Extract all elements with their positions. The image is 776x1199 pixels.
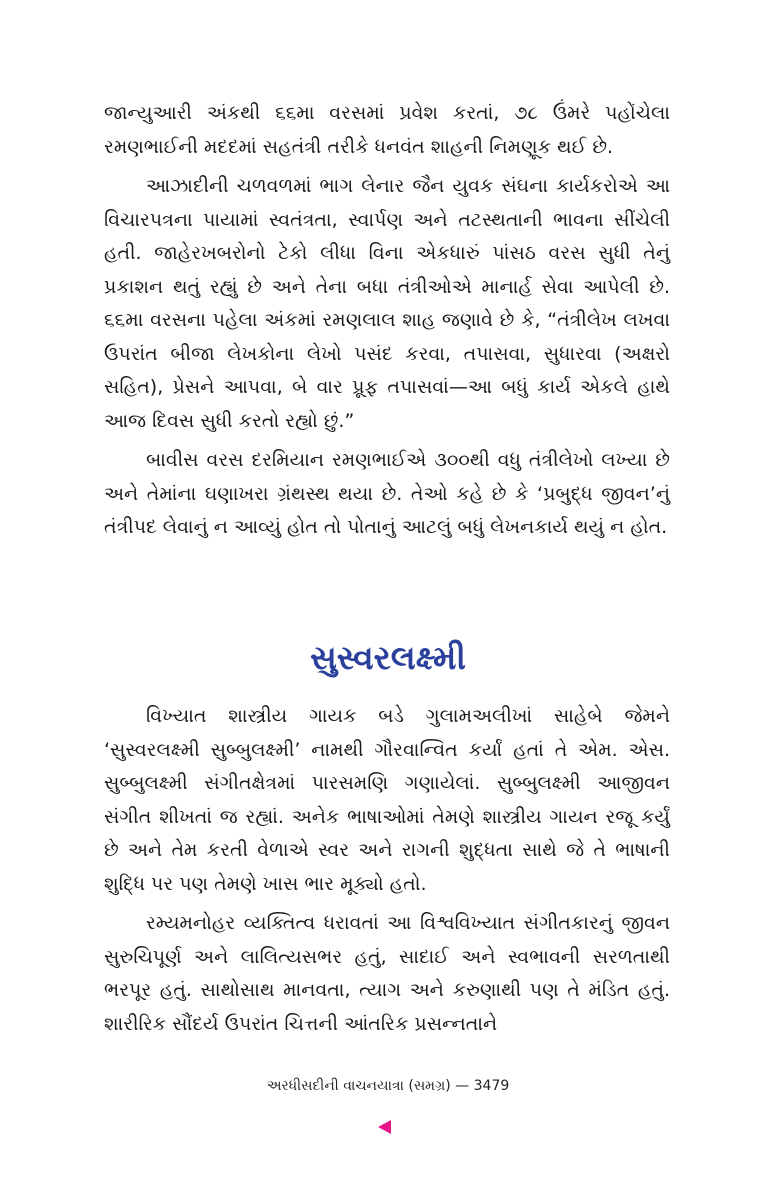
- triangle-left-icon[interactable]: [378, 1120, 391, 1134]
- paragraph-4: વિખ્યાત શાસ્ત્રીય ગાયક બડે ગુલામઅલીખાં સાહેબે જેમને ‘સુસ્વરલક્ષ્મી સુબ્બુલક્ષ્મી’ નામથી ગૌરવાન્વિત કર્યાં હતાં તે એમ. એસ. સુબ્બુલક્ષ્મી સંગીતક્ષેત્રમાં પારસમણિ ગણાયેલાં. સુબ્બુલક્ષ્મી આજીવન સંગીત શીખતાં જ રહ્યાં. અનેક ભાષાઓમાં તેમણે શાસ્ત્રીય ગાયન રજૂ કર્યું છે અને તેમ કરતી વેળાએ સ્વર અને રાગની શુદ્ધતા સાથે જે તે ભાષાની શુદ્ધિ પર પણ તેમણે ખાસ ભાર મૂક્યો હતો.: [104, 705, 670, 895]
- paragraph-5: રમ્યમનોહર વ્યક્તિત્વ ધરાવતાં આ વિશ્વવિખ્યાત સંગીતકારનું જીવન સુરુચિપૂર્ણ અને લાલિત્યસભર હતું, સાદાઈ અને સ્વભાવની સરળતાથી ભરપૂર હતું. સાથોસાથ માનવતા, ત્યાગ અને કરુણાથી પણ તે મંડિત હતું. શારીરિક સૌંદર્ય ઉપરાંત ચિત્તની આંતરિક પ્રસન્નતાને: [104, 912, 670, 1035]
- section-1-text: [104, 97, 670, 551]
- page-footer: અરધીસદીની વાચનયાત્રા (સમગ્ર) — 3479: [266, 1078, 510, 1094]
- paragraph-2: આઝાદીની ચળવળમાં ભાગ લેનાર જૈન યુવક સંઘના કાર્યકરોએ આ વિચારપત્રના પાયામાં સ્વતંત્રતા, સ્વાર્પણ અને તટસ્થતાની ભાવના સીંચેલી હતી. જાહેરખબરોનો ટેકો લીધા વિના એકધારું પાંસઠ વરસ સુધી તેનું પ્રકાશન થતું રહ્યું છે અને તેના બધા તંત્રીઓએ માનાર્હ સેવા આપેલી છે. ૬૬મા વરસના પહેલા અંકમાં રમણલાલ શાહ જણાવે છે કે, “તંત્રીલેખ લખવા ઉપરાંત બીજા લેખકોના લેખો પસંદ કરવા, તપાસવા, સુધારવા (અક્ષરો સહિત), પ્રેસને આપવા, બે વાર પ્રૂફ તપાસવાં—આ બધું કાર્ય એકલે હાથે આજ દિવસ સુધી કરતો રહ્યો છું.”: [104, 175, 670, 432]
- paragraph-3: બાવીસ વરસ દરમિયાન રમણભાઈએ ૩૦૦થી વધુ તંત્રીલેખો લખ્યા છે અને તેમાંના ઘણાખરા ગ્રંથસ્થ થયા છે. તેઓ કહે છે કે ‘પ્રબુદ્ધ જીવન’નું તંત્રીપદ લેવાનું ન આવ્યું હોત તો પોતાનું આટલું બધું લેખનકાર્ય થયું ન હોત.: [104, 449, 670, 538]
- section-2-text: [104, 700, 670, 1047]
- section-heading: સુસ્વરલક્ષ્મી: [310, 638, 466, 677]
- paragraph-1: જાન્યુઆરી અંકથી ૬૬મા વરસમાં પ્રવેશ કરતાં, ૭૮ ઉંમરે પહોંચેલા રમણભાઈની મદદમાં સહતંત્રી તરીકે ધનવંત શાહની નિમણૂક થઈ છે.: [104, 102, 670, 158]
